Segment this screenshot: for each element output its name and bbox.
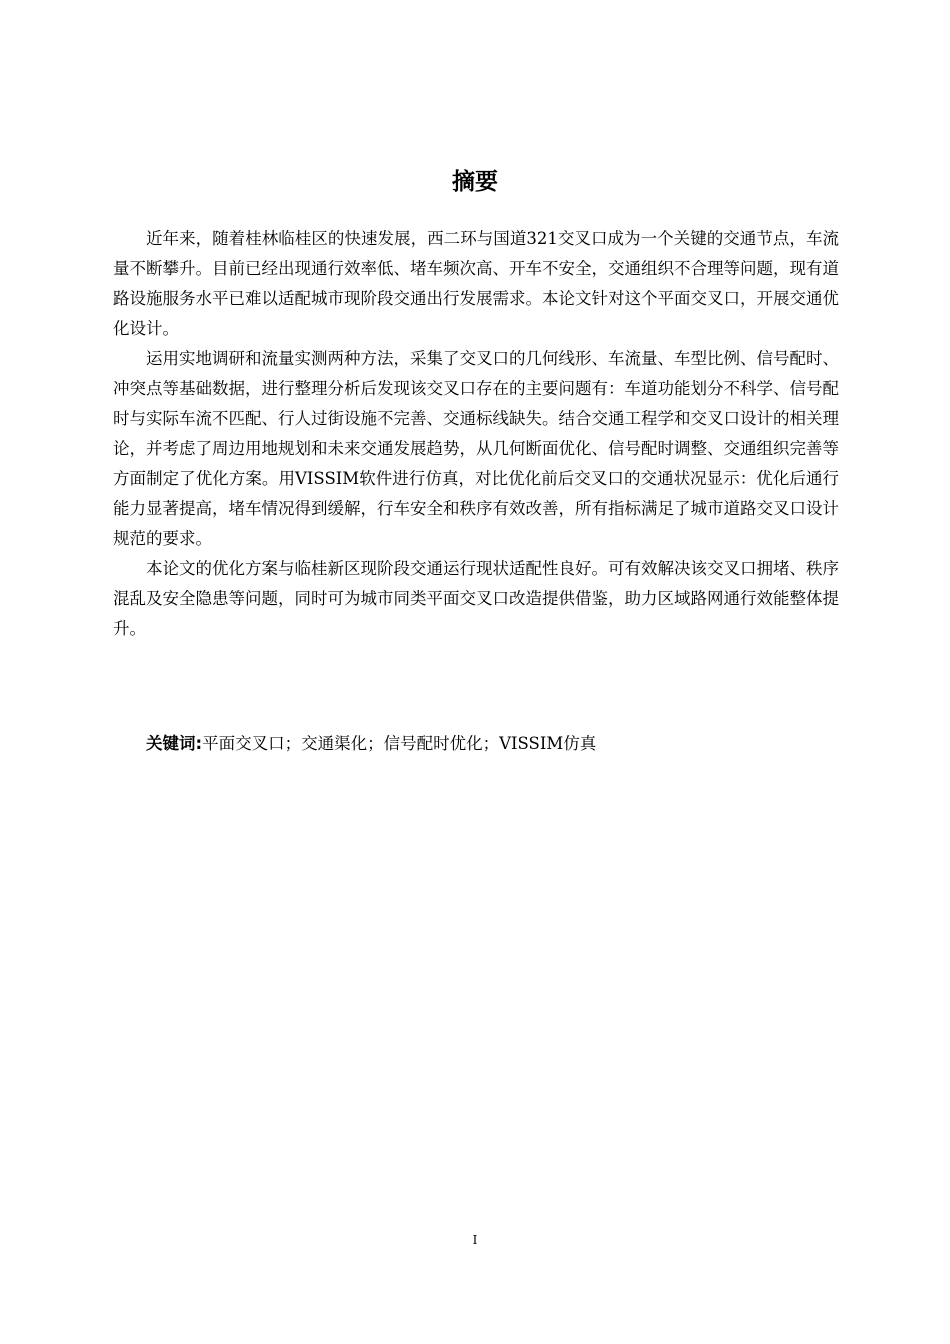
page-number: I — [472, 1233, 478, 1247]
abstract-title: 摘要 — [452, 169, 498, 195]
abstract-paragraph-1: 近年来，随着桂林临桂区的快速发展，西二环与国道321交叉口成为一个关键的交通节点，车流量不断攀升。目前已经出现通行效率低、堵车频次高、开车不安全，交通组织不合理等问题，现有道路设施服务水平已难以适配城市现阶段交通出行发展需求。本论文针对这个平面交叉口，开展交通优化设计。 — [113, 229, 839, 338]
keywords-line — [146, 729, 596, 759]
keywords-label: 关键词: — [146, 734, 203, 753]
abstract-paragraph-2: 运用实地调研和流量实测两种方法，采集了交叉口的几何线形、车流量、车型比例、信号配时、冲突点等基础数据，进行整理分析后发现该交叉口存在的主要问题有：车道功能划分不科学、信号配时与实际车流不匹配、行人过街设施不完善、交通标线缺失。结合交通工程学和交叉口设计的相关理论，并考虑了周边用地规划和未来交通发展趋势，从几何断面优化、信号配时调整、交通组织完善等方面制定了优化方案。用VISSIM软件进行仿真，对比优化前后交叉口的交通状况显示：优化后通行能力显著提高，堵车情况得到缓解，行车安全和秩序有效改善，所有指标满足了城市道路交叉口设计规范的要求。 — [113, 349, 839, 548]
keywords-value: 平面交叉口；交通渠化；信号配时优化；VISSIM仿真 — [202, 734, 597, 753]
abstract-body — [113, 224, 839, 644]
abstract-paragraph-3: 本论文的优化方案与临桂新区现阶段交通运行现状适配性良好。可有效解决该交叉口拥堵、秩序混乱及安全隐患等问题，同时可为城市同类平面交叉口改造提供借鉴，助力区域路网通行效能整体提升。 — [113, 559, 839, 638]
